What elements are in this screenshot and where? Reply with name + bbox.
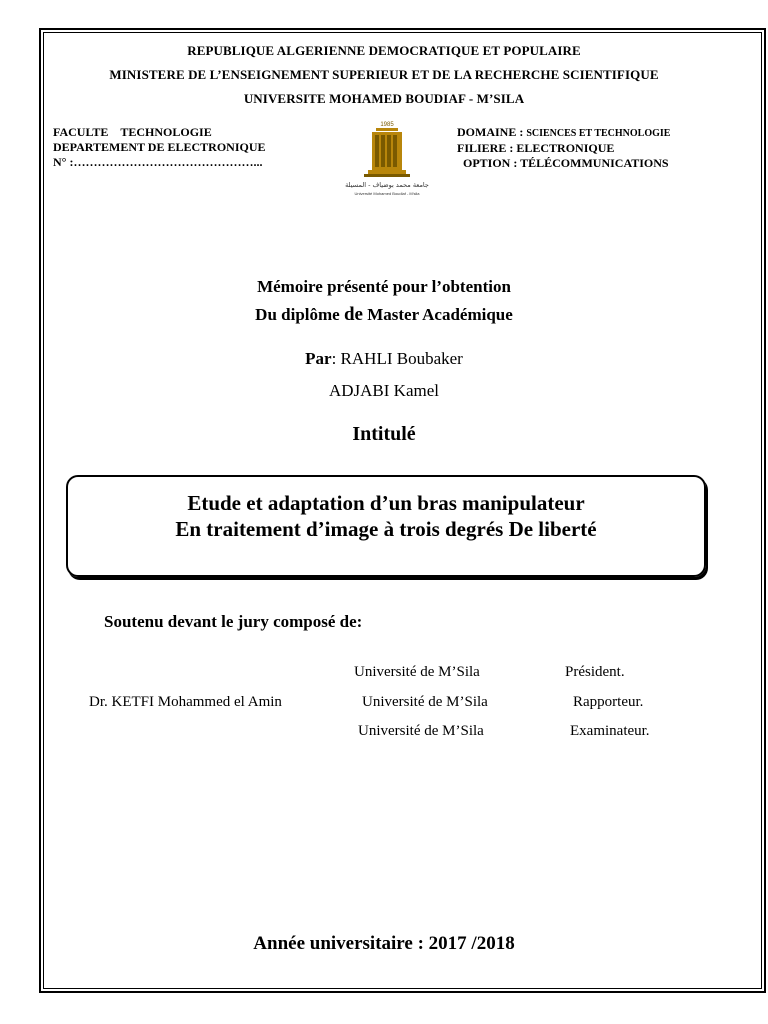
departement-line: DEPARTEMENT DE ELECTRONIQUE [53,140,266,154]
jury-3-university: Université de M’Sila [358,723,484,739]
numero-line: N° :………………………………………... [53,155,263,169]
domaine-value: SCIENCES ET TECHNOLOGIE [526,128,671,139]
jury-1-role: Président. [565,664,625,680]
memoire-line1: Mémoire présenté pour l’obtention [257,277,511,296]
author1: : RAHLI Boubaker [331,349,463,368]
domaine-label: DOMAINE : [457,125,524,139]
jury-1-university: Université de M’Sila [354,664,480,680]
faculte-value: TECHNOLOGIE [120,125,212,139]
logo-year: 1985 [380,122,394,128]
logo-latin: Université Mohamed Boudiaf - M'sila [354,191,420,196]
header-ministere: MINISTERE DE L’ENSEIGNEMENT SUPERIEUR ET DE LA RECHERCHE SCIENTIFIQUE [109,67,659,82]
jury-2-university: Université de M’Sila [362,694,488,710]
jury-3-role: Examinateur. [570,723,650,739]
memoire-de: de [343,304,363,325]
faculte-line [53,125,266,140]
academic-year: Année universitaire : 2017 /2018 [253,933,515,954]
intitule-heading: Intitulé [352,423,416,445]
header-republique: REPUBLIQUE ALGERIENNE DEMOCRATIQUE ET POPULAIRE [187,43,581,58]
option-line: OPTION : TÉLÉCOMMUNICATIONS [463,156,669,170]
jury-2-role: Rapporteur. [573,694,644,710]
university-logo [335,118,440,200]
author-line1 [0,349,768,369]
thesis-title-line2: En traitement d’image à trois degrés De liberté [175,517,597,541]
filiere-line: FILIERE : ELECTRONIQUE [457,141,615,155]
memoire-diplome: Du diplôme [255,305,340,324]
author2: ADJABI Kamel [328,381,439,400]
faculty-info [53,125,266,170]
header-universite: UNIVERSITE MOHAMED BOUDIAF - M’SILA [243,91,525,106]
jury-2-name: Dr. KETFI Mohammed el Amin [89,694,282,710]
domaine-line [457,125,670,141]
thesis-title-box [66,475,706,577]
logo-arabic: جامعة محمد بوضياف - المسيلة [345,181,429,189]
jury-heading: Soutenu devant le jury composé de: [104,612,363,631]
thesis-title-line1: Etude et adaptation d’un bras manipulateur [187,491,585,515]
memoire-master: Master Académique [367,305,513,324]
memoire-line2 [0,304,768,326]
par-label: Par [305,349,332,368]
domain-info [457,125,670,171]
faculte-label: FACULTE [53,125,109,139]
